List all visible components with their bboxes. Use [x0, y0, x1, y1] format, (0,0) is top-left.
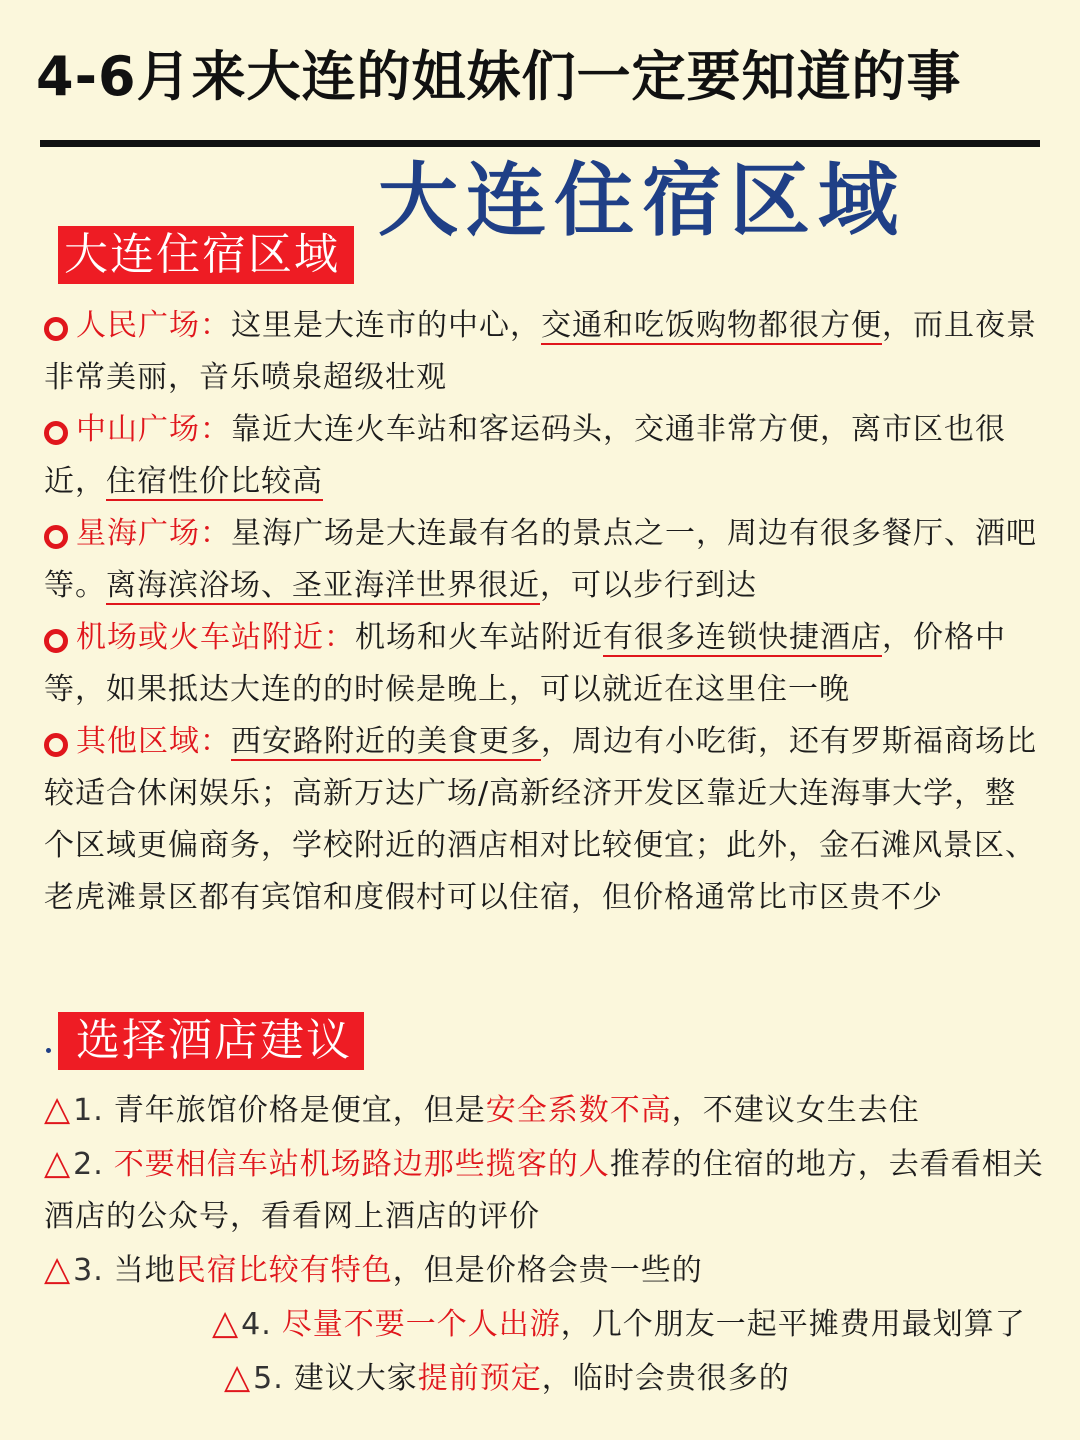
- advice-text: 青年旅馆价格是便宜，但是: [113, 1093, 486, 1128]
- list-item: [44, 508, 1044, 612]
- item-number: 4.: [241, 1307, 272, 1342]
- advice-text: ，但是价格会贵一些的: [392, 1253, 703, 1288]
- area-text: ，可以步行到达: [540, 568, 757, 603]
- item-number: 1.: [73, 1093, 104, 1128]
- area-underlined: 交通和吃饭购物都很方便: [541, 308, 882, 343]
- area-name: 中山广场：: [76, 412, 231, 447]
- area-underlined: 西安路附近的美食更多: [231, 724, 541, 759]
- area-underlined: 有很多连锁快捷酒店: [603, 620, 882, 655]
- advice-highlight: 尽量不要一个人出游: [281, 1307, 561, 1342]
- area-name: 人民广场：: [76, 308, 231, 343]
- circle-icon: [44, 733, 68, 757]
- advice-text: ，临时会贵很多的: [541, 1361, 790, 1396]
- area-text: 机场和火车站附近: [355, 620, 603, 655]
- area-text: 靠近大连火车站和客运码头，交通非常方便，离市区也很近，: [44, 412, 1006, 499]
- area-underlined: 住宿性价比较高: [106, 464, 323, 499]
- area-text: ，周边有小吃街，还有罗斯福商场比较适合休闲娱乐；高新万达广场/高新经济开发区靠近大连海事大学，整个区域更偏商务，学校附近的酒店相对比较便宜；此外，金石滩风景区、老虎滩景区都有宾馆和度假村可以住宿，但价格通常比市区贵不少: [44, 724, 1037, 915]
- area-text: 星海广场是大连最有名的景点之一，周边有很多餐厅、酒吧等。: [44, 516, 1037, 603]
- circle-icon: [44, 629, 68, 653]
- triangle-icon: △: [212, 1303, 240, 1343]
- triangle-icon: △: [224, 1357, 252, 1397]
- hotel-advice-list: [44, 1083, 1044, 1405]
- advice-text: 建议大家: [293, 1361, 418, 1396]
- item-number: 5.: [253, 1361, 284, 1396]
- advice-highlight: 民宿比较有特色: [175, 1253, 393, 1288]
- triangle-icon: △: [44, 1249, 72, 1289]
- area-name: 机场或火车站附近：: [76, 620, 355, 655]
- advice-highlight: 不要相信车站机场路边那些揽客的人: [113, 1147, 610, 1182]
- page-title: 4-6月来大连的姐妹们一定要知道的事: [36, 45, 962, 108]
- handwritten-heading: 大连住宿区域: [378, 153, 906, 247]
- section-tag-accommodation: 大连住宿区域: [58, 226, 354, 284]
- title-divider: [40, 140, 1040, 147]
- list-item: [44, 1243, 1044, 1297]
- area-underlined: 离海滨浴场、圣亚海洋世界很近: [106, 568, 540, 603]
- area-text: ，而且夜景非常美丽，音乐喷泉超级壮观: [44, 308, 1037, 395]
- circle-icon: [44, 421, 68, 445]
- area-text: ，价格中等，如果抵达大连的的时候是晚上，可以就近在这里住一晚: [44, 620, 1006, 707]
- area-name: 其他区域：: [76, 724, 231, 759]
- accommodation-areas: [44, 300, 1044, 924]
- advice-text: ，不建议女生去住: [671, 1093, 920, 1128]
- advice-highlight: 安全系数不高: [485, 1093, 672, 1128]
- circle-icon: [44, 317, 68, 341]
- list-item: [44, 404, 1044, 508]
- list-item: [44, 300, 1044, 404]
- advice-text: 当地: [113, 1253, 176, 1288]
- list-item: [44, 1083, 1044, 1137]
- advice-text: 推荐的住宿的地方，去看看相关酒店的公众号，看看网上酒店的评价: [44, 1147, 1044, 1234]
- item-number: 2.: [73, 1147, 104, 1182]
- list-item: [44, 1351, 1044, 1405]
- area-name: 星海广场：: [76, 516, 231, 551]
- advice-text: ，几个朋友一起平摊费用最划算了: [560, 1307, 1026, 1342]
- dot-mark: [46, 1048, 51, 1053]
- area-text: 这里是大连市的中心，: [231, 308, 541, 343]
- list-item: [44, 1137, 1044, 1243]
- circle-icon: [44, 525, 68, 549]
- section-tag-hotel-advice: 选择酒店建议: [58, 1012, 364, 1070]
- triangle-icon: △: [44, 1143, 72, 1183]
- advice-highlight: 提前预定: [417, 1361, 542, 1396]
- triangle-icon: △: [44, 1089, 72, 1129]
- item-number: 3.: [73, 1253, 104, 1288]
- list-item: [44, 1297, 1044, 1351]
- list-item: [44, 612, 1044, 716]
- list-item: [44, 716, 1044, 924]
